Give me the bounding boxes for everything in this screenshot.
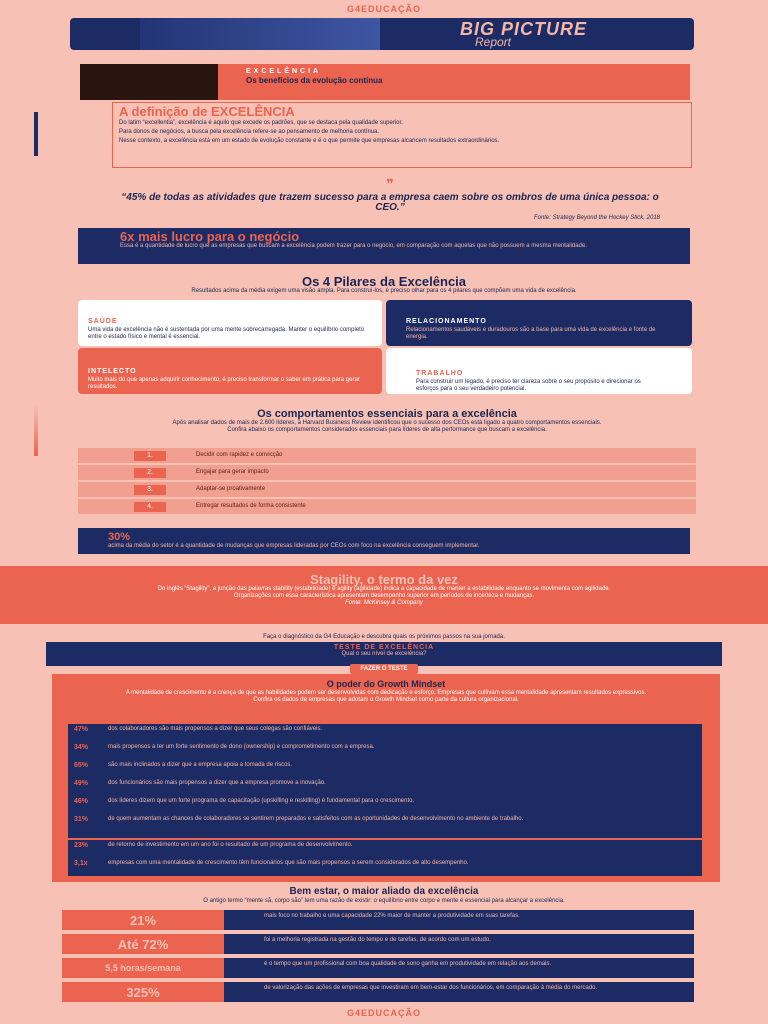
pillars-title: Os 4 Pilares da Excelência xyxy=(301,274,467,289)
behaviors-title: Os comportamentos essenciais para a excelência xyxy=(257,408,517,420)
behavior-row xyxy=(78,448,696,464)
behavior-number: 1. xyxy=(134,451,166,461)
stagility-section xyxy=(0,566,768,624)
growth-stat xyxy=(68,760,702,778)
profit-banner xyxy=(78,228,690,264)
pillar-text: Para construir um legado, é preciso ter clareza sobre o seu propósito e direcionar os esforços para o seu verdadeiro potencial. xyxy=(416,379,641,392)
wellbeing-text: foi a melhoria registrada na gestão do tempo e de tarefas, de acordo com um estudo. xyxy=(224,934,694,954)
stagility-p1: Do inglês “Stagility”, a junção das palavras stability (estabilidade) e agility (agilidade) indica a capacidade de manter a estabilidade enquanto se movimenta com agilidade. xyxy=(157,586,611,592)
behavior-number: 4. xyxy=(134,502,166,512)
growth-stat-value: 3,1x xyxy=(74,860,88,867)
definition-heading: A definição de EXCELÊNCIA xyxy=(119,104,295,119)
pillar-name: TRABALHO xyxy=(416,370,464,377)
wellbeing-text: de valorização das ações de empresas que investiram em bem-estar dos funcionários, em comparação à média do mercado. xyxy=(224,982,694,1002)
quote-icon: ❞ xyxy=(386,176,394,192)
behaviors-header xyxy=(78,408,696,434)
definition-box xyxy=(112,102,692,168)
growth-stat-text: dos líderes dizem que um forte programa de capacitação (upskilling e reskilling) é fundamental para o crescimento. xyxy=(108,798,415,804)
pillar-name: SAÚDE xyxy=(88,318,118,325)
growth-stat-text: de quem aumentam as chances de colaboradores se sentirem preparados e satisfeitos com as oportunidades de desenvolvimento no ambiente de trabalho. xyxy=(108,816,524,822)
growth-stat xyxy=(68,724,702,742)
growth-stat-value: 49% xyxy=(74,780,89,787)
wellbeing-intro: O antigo termo “mente sã, corpo são” tem uma razão de existir: o equilíbrio entre corpo e mente é essencial para alcançar a excelência. xyxy=(203,898,565,904)
wellbeing-row xyxy=(62,982,694,1002)
behavior-row xyxy=(78,482,696,498)
behavior-text: Adaptar-se proativamente xyxy=(196,486,266,492)
growth-stat xyxy=(68,778,702,796)
pillar-text: Muito mais do que apenas adquirir conhecimento, é preciso transformar o saber em prática para gerar resultados. xyxy=(88,377,360,390)
growth-stat-text: de retorno de investimento em um ano foi o resultado de um programa de desenvolvimento. xyxy=(108,842,353,848)
behavior-number: 2. xyxy=(134,468,166,478)
quote-source: Fonte: Strategy Beyond the Hockey Stick, 2018 xyxy=(533,215,660,221)
wellbeing-title: Bem estar, o maior aliado da excelência xyxy=(289,886,479,897)
behaviors-stat-value: 30% xyxy=(108,531,131,543)
behavior-row xyxy=(78,499,696,515)
hero-title: BIG PICTURE xyxy=(460,19,588,39)
stagility-title: Stagility, o termo da vez xyxy=(310,572,458,587)
cta-banner xyxy=(46,642,722,672)
wellbeing-text: mais foco no trabalho e uma capacidade 22% maior de manter a produtividade em suas tarefas. xyxy=(224,910,694,930)
pillars-header xyxy=(78,276,690,295)
wellbeing-row xyxy=(62,910,694,930)
stagility-source: Fonte: McKinsey & Company xyxy=(345,600,423,606)
wellbeing-value: Até 72% xyxy=(62,934,224,954)
growth-stat xyxy=(68,840,702,858)
accent-bar xyxy=(34,112,38,156)
cta-question: Qual o seu nível de excelência? xyxy=(341,651,427,657)
growth-stat-text: dos funcionários são mais propensos a dizer que a empresa promove a inovação. xyxy=(108,780,326,786)
wellbeing-header xyxy=(90,886,678,905)
wellbeing-value: 325% xyxy=(62,982,224,1002)
intro-subtitle: Os benefícios da evolução contínua xyxy=(246,76,383,85)
wellbeing-text: é o tempo que um profissional com boa qualidade de sono ganha em produtividade em relação aos demais. xyxy=(224,958,694,978)
growth-stat-value: 46% xyxy=(74,798,89,805)
growth-stat-value: 31% xyxy=(74,816,89,823)
pillar-card-trabalho xyxy=(386,348,692,394)
behaviors-p1: Após analisar dados de mais de 2.600 líderes, a Harvard Business Review identificou que o sucesso dos CEOs está ligado a quatro comportamentos essenciais. xyxy=(172,420,602,426)
behaviors-stat-text: acima da média do setor é a quantidade de mudanças que empresas lideradas por CEOs com foco na excelência conseguem implementar. xyxy=(108,543,480,549)
accent-bar-2 xyxy=(34,404,38,456)
growth-p2: Confira os dados de empresas que adotam o Growth Mindset como parte da cultura organizacional. xyxy=(253,697,519,703)
pillar-card-intelecto xyxy=(78,348,382,394)
footer-logo: G4EDUCAÇÃO xyxy=(346,1008,421,1018)
quote-text: “45% de todas as atividades que trazem sucesso para a empresa caem sobre os ombros de uma única pessoa: o CEO.” xyxy=(121,192,659,213)
hero-banner xyxy=(70,18,694,50)
growth-stat xyxy=(68,796,702,814)
behaviors-p2: Confira abaixo os comportamentos considerados essenciais para líderes de alta performance que buscam a excelência. xyxy=(227,427,547,433)
pillar-text: Uma vida de excelência não é sustentada por uma mente sobrecarregada. Manter o equilíbrio completo entre o estado físico e mental é essencial. xyxy=(88,327,365,340)
growth-stat-value: 23% xyxy=(74,842,89,849)
wellbeing-value: 21% xyxy=(62,910,224,930)
growth-stat-text: são mais inclinados a dizer que a empresa apoia a tomada de riscos. xyxy=(108,762,293,768)
definition-p1: Do latim “excellentia”, excelência é aquilo que excede os padrões, que se destaca pela qualidade superior. xyxy=(119,120,403,126)
profit-text: Essa é a quantidade de lucro que as empresas que buscam a excelência podem trazer para o negócio, em comparação com aquelas que não possuem a mesma mentalidade. xyxy=(120,243,587,249)
growth-stat-text: empresas com uma mentalidade de crescimento têm funcionários que são mais propensos a serem considerados de alto desempenho. xyxy=(108,860,469,866)
pillars-intro: Resultados acima da média exigem uma visão ampla. Para construí-los, é preciso olhar para os 4 pilares que compõem uma vida de excelência. xyxy=(191,288,577,294)
behavior-text: Entregar resultados de forma consistente xyxy=(196,503,306,509)
cta-title: TESTE DE EXCELÊNCIA xyxy=(333,644,435,651)
growth-p1: A mentalidade de crescimento é a crença de que as habilidades podem ser desenvolvidas com dedicação e esforço. Empresas que cultivam essa mentalidade apresentam resultados expressivos. xyxy=(125,690,647,696)
pillar-card-saude xyxy=(78,300,382,346)
pillar-text: Relacionamentos saudáveis e duradouros são a base para uma vida de excelência e fonte de energia. xyxy=(406,327,656,340)
growth-stat xyxy=(68,814,702,838)
pillar-name: INTELECTO xyxy=(88,368,137,375)
growth-stat-value: 34% xyxy=(74,744,89,751)
growth-title: O poder do Growth Mindset xyxy=(326,679,446,689)
quote-section xyxy=(120,176,660,222)
take-test-button[interactable]: FAZER O TESTE xyxy=(350,664,417,674)
top-logo: G4EDUCAÇÃO xyxy=(346,4,421,14)
pillar-name: RELACIONAMENTO xyxy=(406,318,487,325)
intro-photo xyxy=(80,64,218,100)
growth-stat-text: mais propensos a ter um forte sentimento de dono (ownership) e comprometimento com a empresa. xyxy=(108,744,375,750)
wellbeing-row xyxy=(62,934,694,954)
behavior-number: 3. xyxy=(134,485,166,495)
intro-card xyxy=(80,64,690,100)
profit-title: 6x mais lucro para o negócio xyxy=(120,229,300,244)
stagility-p2: Organizações com essa característica apresentam desempenho superior em períodos de incerteza e mudanças. xyxy=(233,593,535,599)
definition-p3: Nesse contexto, a excelência está em um estado de evolução constante e é o que permite que empresas alcancem resultados extraordinários. xyxy=(119,138,500,144)
hero-illustration xyxy=(140,18,380,50)
pillar-card-relacionamento xyxy=(386,300,692,346)
hero-subtitle: Report xyxy=(475,35,512,49)
growth-stat-value: 47% xyxy=(74,726,89,733)
growth-stat-text: dos colaboradores são mais propensos a dizer que seus colegas são confiáveis. xyxy=(108,726,323,732)
wellbeing-row xyxy=(62,958,694,978)
cta-lead: Faça o diagnóstico da G4 Educação e descubra quais os próximos passos na sua jornada. xyxy=(263,634,505,640)
definition-p2: Para donos de negócios, a busca pela excelência refere-se ao pensamento de melhoria contínua. xyxy=(119,129,380,135)
wellbeing-value: 5,5 horas/semana xyxy=(62,958,224,978)
growth-stat-value: 65% xyxy=(74,762,89,769)
growth-stat xyxy=(68,742,702,760)
intro-kicker: EXCELÊNCIA xyxy=(246,68,322,75)
behavior-text: Decidir com rapidez e convicção xyxy=(196,452,283,458)
behavior-row xyxy=(78,465,696,481)
behaviors-stat xyxy=(78,528,690,554)
growth-stat xyxy=(68,858,702,876)
behavior-text: Engajar para gerar impacto xyxy=(196,469,269,475)
